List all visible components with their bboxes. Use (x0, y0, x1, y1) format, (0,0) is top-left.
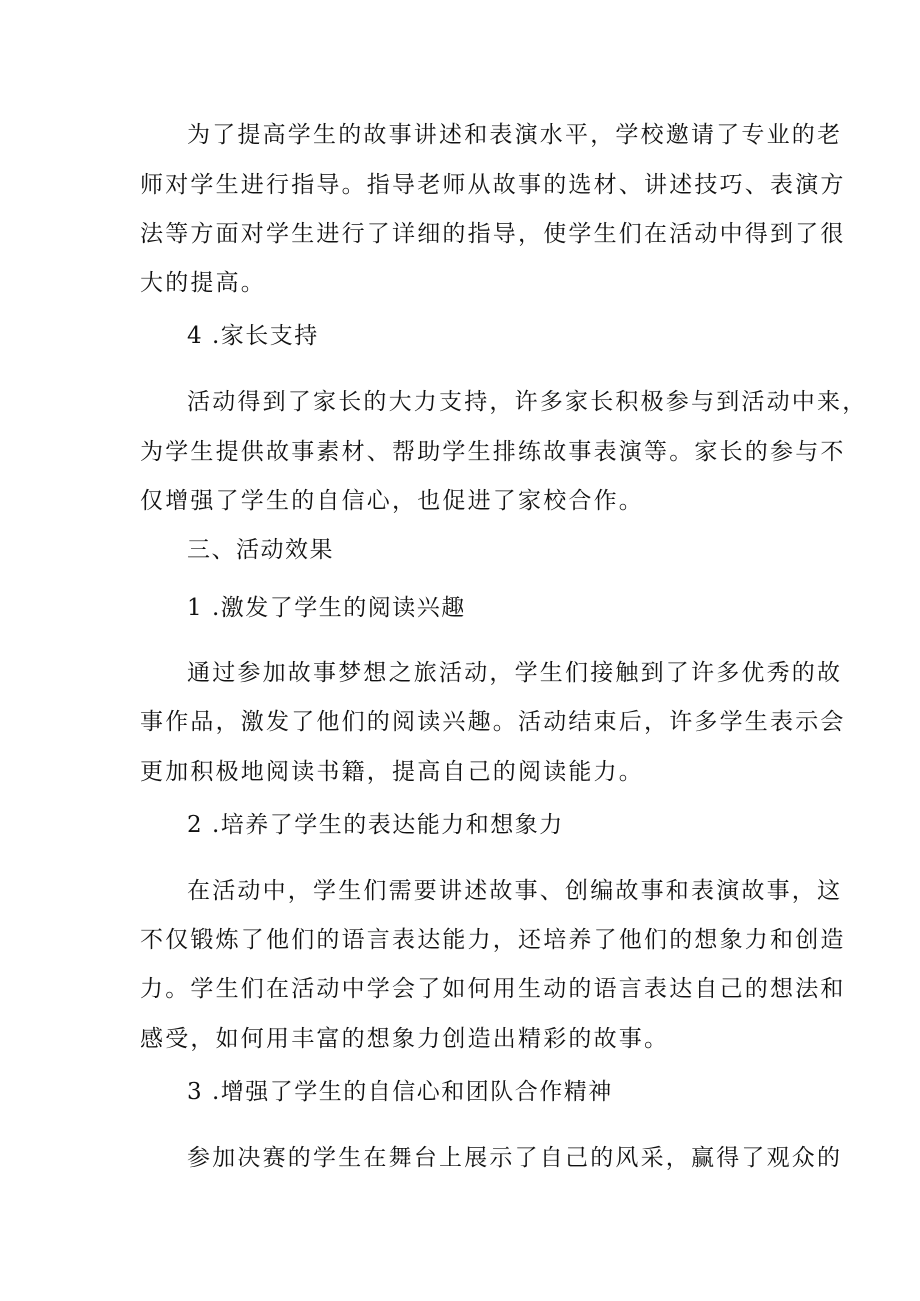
section-heading: 三、活动效果 (187, 537, 334, 563)
paragraph-line: 通过参加故事梦想之旅活动，学生们接触到了许多优秀的故 (187, 660, 843, 686)
paragraph-line: 为了提高学生的故事讲述和表演水平，学校邀请了专业的老 (187, 122, 843, 148)
section-heading: 3 .增强了学生的自信心和团队合作精神 (187, 1079, 613, 1105)
paragraph-line: 仅增强了学生的自信心，也促进了家校合作。 (140, 488, 644, 514)
paragraph-line: 参加决赛的学生在舞台上展示了自己的风采，赢得了观众的 (187, 1145, 843, 1171)
section-heading: 2 .培养了学生的表达能力和想象力 (187, 812, 564, 838)
paragraph-line: 师对学生进行指导。指导老师从故事的选材、讲述技巧、表演方 (140, 172, 846, 198)
paragraph-line: 力。学生们在活动中学会了如何用生动的语言表达自己的想法和 (140, 976, 846, 1002)
paragraph-line: 为学生提供故事素材、帮助学生排练故事表演等。家长的参与不 (140, 439, 846, 465)
paragraph-line: 活动得到了家长的大力支持，许多家长积极参与到活动中来， (187, 389, 868, 415)
paragraph-line: 法等方面对学生进行了详细的指导，使学生们在活动中得到了很 (140, 221, 846, 247)
paragraph-line: 不仅锻炼了他们的语言表达能力，还培养了他们的想象力和创造 (140, 927, 846, 953)
section-heading: 4 .家长支持 (187, 323, 319, 349)
paragraph-line: 大的提高。 (140, 270, 266, 296)
paragraph-line: 更加积极地阅读书籍，提高自己的阅读能力。 (140, 759, 644, 785)
paragraph-line: 事作品，激发了他们的阅读兴趣。活动结束后，许多学生表示会 (140, 709, 846, 735)
paragraph-line: 在活动中，学生们需要讲述故事、创编故事和表演故事，这 (187, 878, 843, 904)
paragraph-line: 感受，如何用丰富的想象力创造出精彩的故事。 (140, 1026, 670, 1052)
section-heading: 1 .激发了学生的阅读兴趣 (187, 595, 466, 621)
